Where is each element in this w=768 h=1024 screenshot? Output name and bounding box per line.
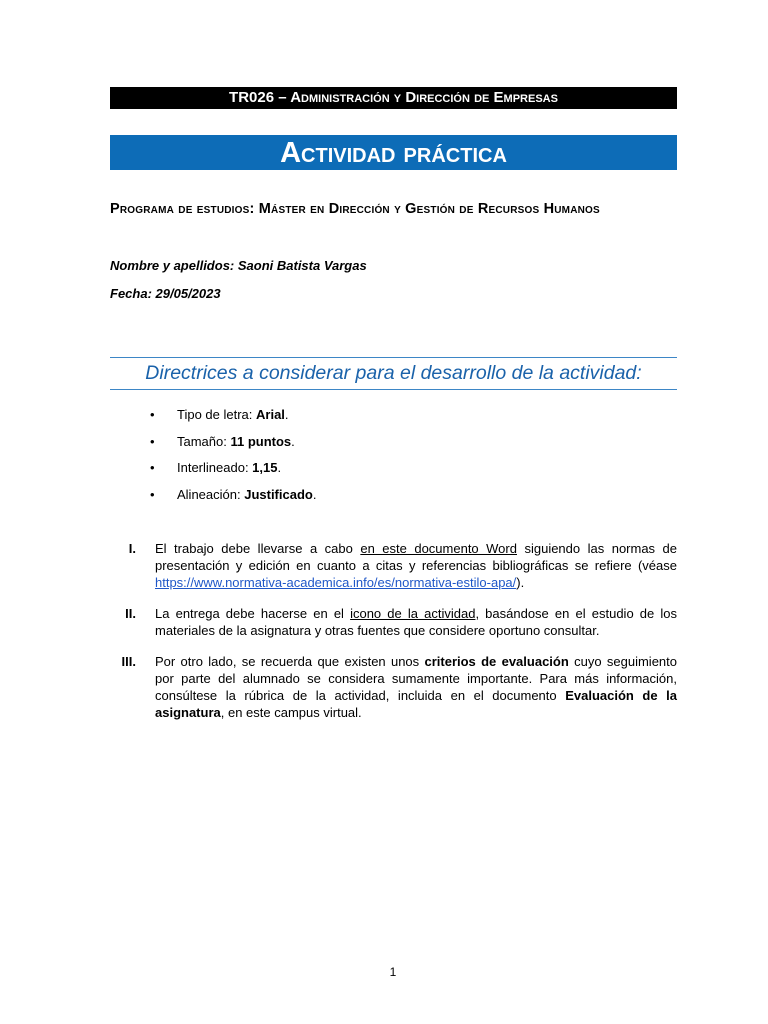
- instruction-item: [110, 605, 677, 639]
- program-of-study: Programa de estudios: Máster en Dirección y Gestión de Recursos Humanos: [110, 201, 600, 217]
- submission-date: Fecha: 29/05/2023: [110, 286, 221, 301]
- text-run: El trabajo debe llevarse a cabo: [155, 541, 361, 556]
- instruction-text: [155, 540, 677, 591]
- activity-icon-link: icono de la actividad: [350, 606, 476, 621]
- guideline-label: Tipo de letra:: [177, 407, 257, 422]
- guideline-label: Alineación:: [177, 486, 245, 502]
- instruction-number: III.: [121, 654, 136, 669]
- guideline-value: 1,15: [252, 460, 278, 475]
- course-name: – Administración y Dirección de Empresas: [278, 89, 558, 106]
- list-item: [150, 432, 316, 459]
- text-run: , en este campus virtual.: [220, 705, 362, 720]
- instruction-text: [155, 605, 677, 639]
- bullet-icon: •: [150, 460, 155, 475]
- guideline-value: Justificado: [244, 486, 313, 502]
- format-guidelines-list: [150, 405, 316, 511]
- text-run: ).: [516, 575, 525, 590]
- instruction-number: I.: [128, 541, 136, 556]
- instruction-number: II.: [125, 606, 136, 621]
- guideline-value: Arial: [256, 407, 285, 422]
- guideline-end: .: [291, 433, 295, 449]
- instruction-item: [110, 653, 677, 721]
- bullet-icon: •: [150, 407, 155, 422]
- apa-norms-link[interactable]: https://www.normativa-academica.info/es/normativa-estilo-apa/: [155, 575, 517, 590]
- instruction-text: [155, 653, 677, 721]
- guidelines-heading: Directrices a considerar para el desarrollo de la actividad:: [145, 362, 642, 384]
- bullet-icon: •: [150, 433, 155, 449]
- divider-bottom: [110, 389, 677, 390]
- guideline-label: Tamaño:: [177, 433, 231, 449]
- guideline-label: Interlineado:: [177, 460, 253, 475]
- text-run: siguiendo las normas de presentación y edición en cuanto a citas y referencias bibliográficas se refiere (véase: [155, 541, 677, 573]
- text-run: La entrega debe hacerse en el: [155, 606, 351, 621]
- guideline-value: 11 puntos: [230, 433, 292, 449]
- student-name: Nombre y apellidos: Saoni Batista Vargas: [110, 258, 367, 273]
- page-title: Actividad práctica: [110, 135, 677, 170]
- text-run: Por otro lado, se recuerda que existen unos: [155, 654, 425, 669]
- evaluation-document: Evaluación de la asignatura: [155, 688, 677, 720]
- divider-top: [110, 357, 677, 358]
- evaluation-criteria: criterios de evaluación: [424, 654, 569, 669]
- guideline-end: .: [284, 407, 289, 422]
- course-code: TR026: [229, 89, 275, 106]
- word-document-link: en este documento Word: [360, 541, 517, 556]
- guideline-end: .: [312, 486, 317, 502]
- text-run: , basándose en el estudio de los materiales de la asignatura y otras fuentes que considere oportuno consultar.: [155, 606, 678, 638]
- instruction-item: [110, 540, 677, 591]
- guideline-end: .: [277, 460, 282, 475]
- list-item: [150, 485, 316, 512]
- page-number: 1: [389, 965, 397, 979]
- text-run: cuyo seguimiento por parte del alumnado se considera sumamente importante. Para más información, consúltese la rúbrica de la actividad, incluida en el documento: [155, 654, 677, 703]
- list-item: [150, 458, 316, 485]
- course-header-bar: [110, 87, 677, 109]
- list-item: [150, 405, 316, 432]
- bullet-icon: •: [150, 486, 155, 502]
- instructions-list: [110, 540, 677, 735]
